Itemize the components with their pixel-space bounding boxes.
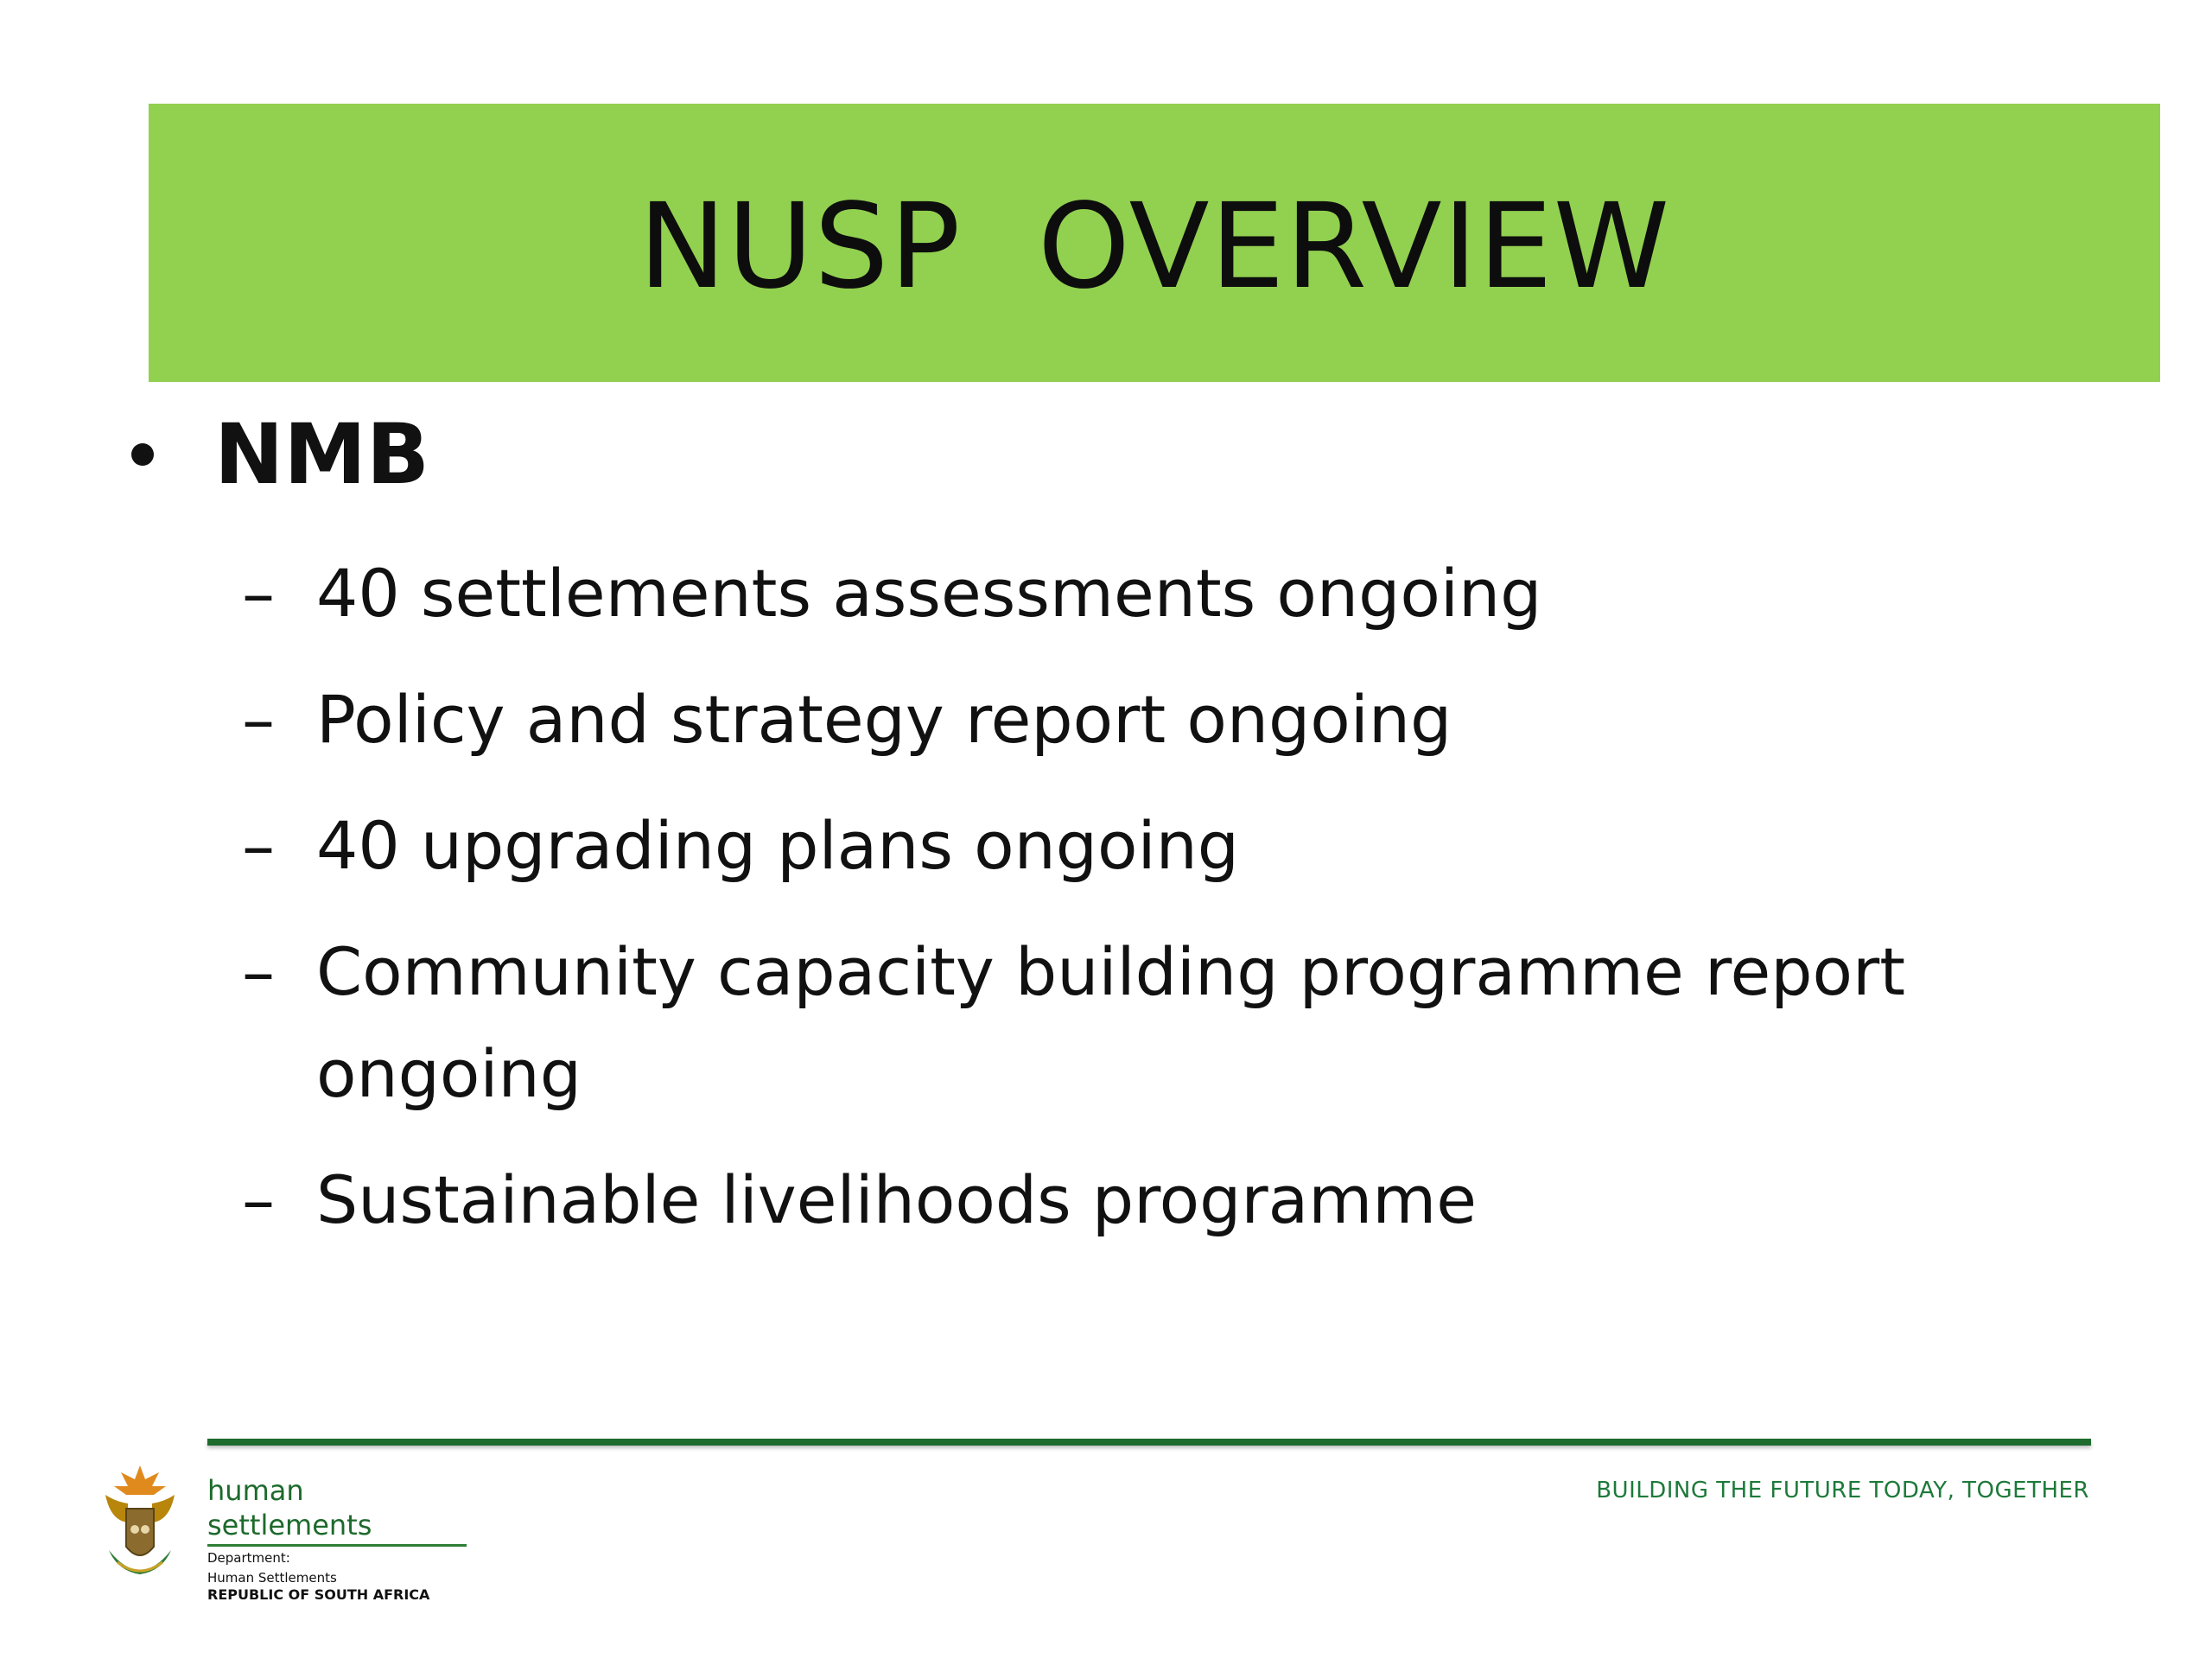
country-name: REPUBLIC OF SOUTH AFRICA — [207, 1586, 430, 1603]
department-name: human settlements — [207, 1473, 467, 1547]
footer-divider — [207, 1439, 2091, 1446]
main-bullet-label: NMB — [214, 406, 430, 503]
list-item — [242, 1149, 2143, 1251]
main-bullet — [131, 406, 430, 503]
footer-slogan: BUILDING THE FUTURE TODAY, TOGETHER — [1596, 1478, 2089, 1503]
list-item-text: Community capacity building programme report ongoing — [316, 933, 1906, 1112]
bullet-icon — [131, 443, 154, 466]
dash-icon: – — [242, 681, 275, 758]
department-label: Department: — [207, 1550, 290, 1566]
list-item — [242, 795, 2143, 897]
department-subname: Human Settlements — [207, 1570, 337, 1586]
list-item-text: Policy and strategy report ongoing — [316, 681, 1452, 758]
list-item-text: 40 settlements assessments ongoing — [316, 555, 1542, 632]
dash-icon: – — [242, 555, 275, 632]
list-item — [242, 921, 2143, 1125]
list-item-text: 40 upgrading plans ongoing — [316, 807, 1240, 884]
slide-title: NUSP OVERVIEW — [638, 179, 1671, 315]
list-item — [242, 543, 2143, 645]
department-logo-text — [207, 1473, 467, 1604]
dash-icon: – — [242, 933, 275, 1010]
list-item-text: Sustainable livelihoods programme — [316, 1161, 1478, 1238]
dash-icon: – — [242, 807, 275, 884]
list-item — [242, 669, 2143, 771]
sub-bullet-list — [242, 543, 2143, 1275]
title-banner — [149, 104, 2160, 382]
coat-of-arms-icon — [93, 1460, 187, 1590]
dash-icon: – — [242, 1161, 275, 1238]
